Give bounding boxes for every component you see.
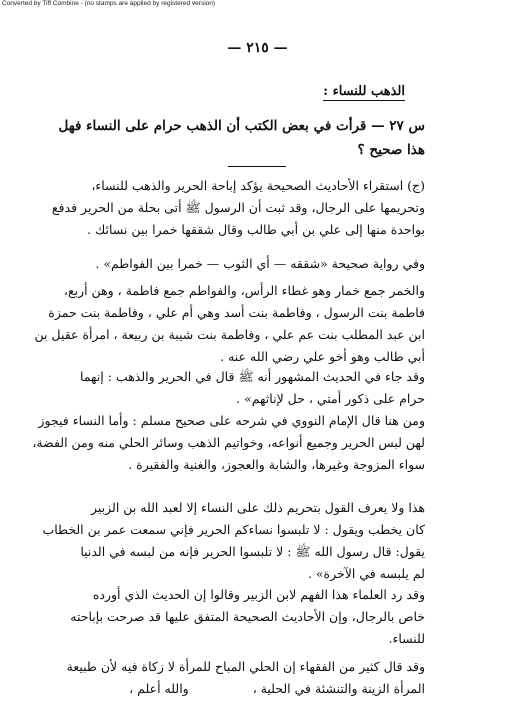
closing-phrase: والله أعلم ، — [129, 681, 189, 696]
nawawi-paragraph — [32, 410, 425, 476]
khumur-paragraph — [34, 280, 425, 368]
narration-paragraph — [95, 253, 425, 275]
divider-rule — [228, 166, 286, 167]
text-line: والخمر جمع خمار وهو غطاء الرأس، والفواطم جمع فاطمة ، وهن أربع، — [63, 283, 425, 298]
ibn-zubair-paragraph — [42, 497, 425, 585]
text-line: أبي طالب وهو أخو علي رضي الله عنه . — [220, 349, 425, 364]
text-line: لم يلبسه في الآخرة» . — [307, 566, 425, 581]
text-line: وتحريمها على الرجال، وقد ثبت أن الرسول ﷺ أتى بحلة من الحرير فدفع — [51, 200, 425, 215]
text-line: للنساء. — [388, 631, 425, 646]
text-line: حرام على ذكور أمتي ، حل لإناثهم» . — [236, 391, 425, 406]
text-line: سواء المزوجة وغيرها، والشابة والعجوز، والغنية والفقيرة . — [128, 457, 425, 472]
text-line — [95, 678, 425, 700]
fuqaha-paragraph — [66, 656, 425, 700]
text-line: فاطمة بنت الرسول ، وفاطمة بنت أسد وهي أم علي ، وفاطمة بنت حمزة — [48, 305, 425, 320]
question-line: هذا صحيح ؟ — [357, 142, 425, 158]
text-line: كان يخطب ويقول : لا تلبسوا نساءكم الحرير فإني سمعت عمر بن الخطاب — [42, 522, 425, 537]
text-line: لهن لبس الحرير وجميع أنواعه، وخواتيم الذهب وسائر الحلي منه ومن الفضة، — [32, 435, 425, 450]
hadith-paragraph — [80, 366, 425, 410]
rebuttal-paragraph — [70, 584, 425, 650]
text-line: (ج) استقراء الأحاديث الصحيحة يؤكد إباحة الحرير والذهب للنساء، — [91, 178, 425, 193]
text-line: وقد جاء في الحديث المشهور أنه ﷺ قال في الحرير والذهب : إنهما — [80, 369, 425, 384]
text-line: وقد رد العلماء هذا الفهم لابن الزبير وقالوا إن الحديث الذي أورده — [92, 587, 425, 602]
text-segment: المرأة الزينة والتنشئة في الحلية ، — [252, 681, 425, 696]
text-line: بواحدة منها إلى علي بن أبي طالب وقال شققها خمرا بين نسائك . — [87, 222, 425, 237]
page-number: — ٢١٥ — — [227, 40, 288, 56]
converter-banner: Converted by Tiff Combine - (no stamps are applied by registered version) — [2, 0, 216, 7]
question-paragraph — [58, 114, 425, 162]
answer-paragraph — [51, 175, 425, 241]
text-line: يقول: قال رسول الله ﷺ : لا تلبسوا الحرير فإنه من لبسه في الدنيا — [80, 544, 425, 559]
text-line: هذا ولا يعرف القول بتحريم ذلك على النساء إلا لعبد الله بن الزبير — [90, 500, 425, 515]
text-line: وفي رواية صحيحة «شققه — أي الثوب — خمرا بين الفواطم» . — [95, 256, 425, 271]
question-line: س ٢٧ — قرأت في بعض الكتب أن الذهب حرام على النساء فهل — [58, 118, 425, 134]
text-line: وقد قال كثير من الفقهاء إن الحلي المباح للمرأة لا زكاة فيه لأن طبيعة — [66, 659, 425, 674]
section-title: الذهب للنساء : — [323, 84, 405, 99]
text-line: خاص بالرجال، وإن الأحاديث الصحيحة المتفق عليها قد صرحت بإباحته — [70, 609, 425, 624]
text-line: ابن عبد المطلب بنت عم علي ، وفاطمة بنت شيبة بن ربيعة ، امرأة عقيل بن — [34, 327, 425, 342]
text-line: ومن هنا قال الإمام النووي في شرحه على صحيح مسلم : وأما النساء فيجوز — [38, 413, 425, 428]
